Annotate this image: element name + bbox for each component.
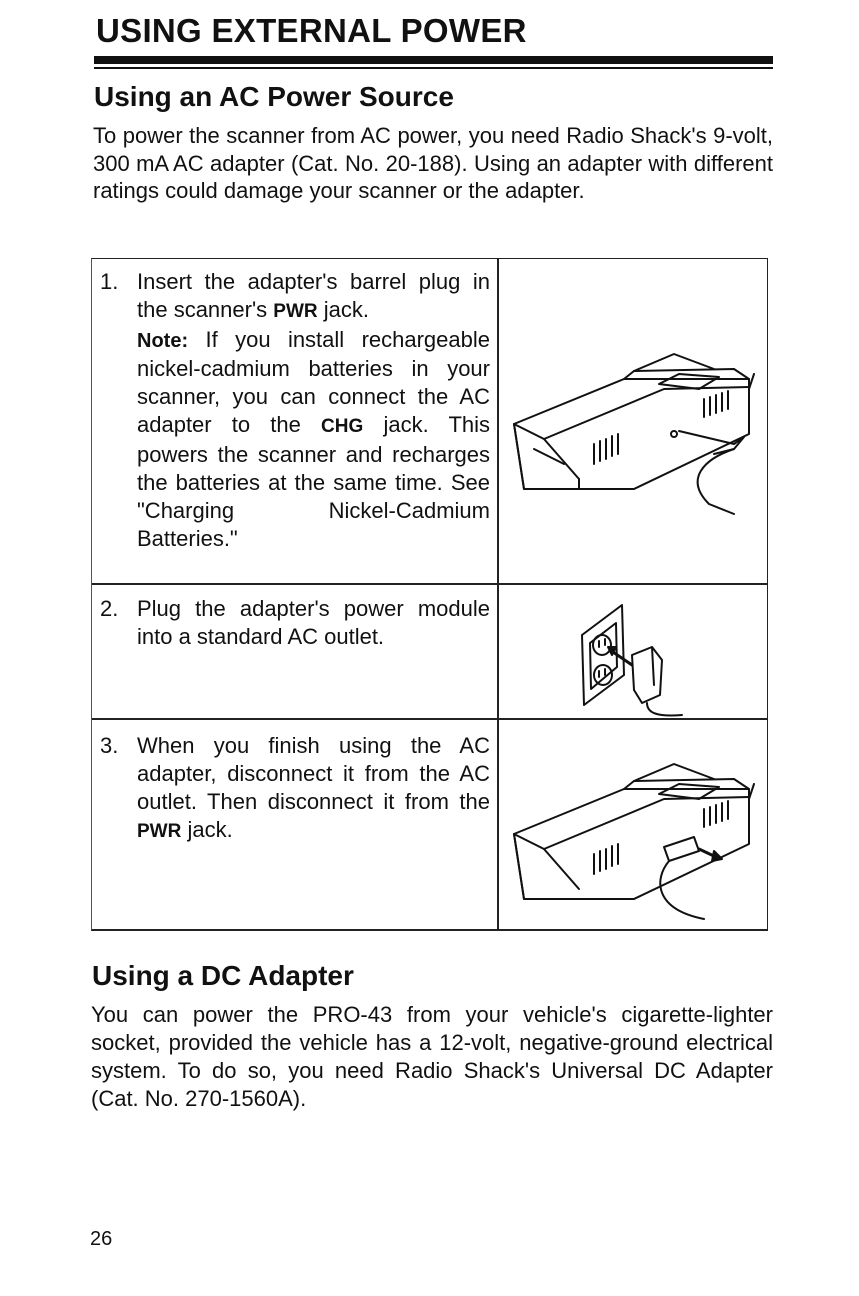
title-rule-thin [94,67,773,69]
pwr-jack-label: PWR [137,821,182,842]
steps-table [91,258,768,931]
page-number: 26 [90,1228,113,1250]
title-rule [94,56,773,64]
step-number: 3. [100,733,119,758]
scanner-unplug-illustration [504,739,764,929]
dc-section-heading: Using a DC Adapter [92,960,354,991]
step-text: Insert the adapter's barrel plug in the scanner's [137,269,490,322]
step-number: 1. [100,269,119,294]
step-3 [100,732,490,846]
step-2 [100,595,490,651]
step-2-instruction: Plug the adapter's power module into a standard AC outlet. [137,596,490,649]
step-text: jack. [181,817,233,842]
chg-jack-label: CHG [321,416,364,437]
column-divider [497,259,499,929]
page-title: USING EXTERNAL POWER [96,12,527,49]
row-divider [92,583,767,585]
step-1-note [137,326,490,553]
note-text: jack. This powers the scanner and recharges the batteries at the same time. See "Charging Nickel-Cadmium Batteries." [137,412,491,551]
note-text: If you install rechargeable nickel-cadmium batteries in your scanner, you can connect the AC adapter to the [137,327,490,437]
pwr-jack-label: PWR [273,301,318,322]
step-1 [100,268,490,553]
ac-section-heading: Using an AC Power Source [94,81,454,112]
step-number: 2. [100,596,119,621]
step-text: When you finish using the AC adapter, disconnect it from the AC outlet. Then disconnect it from the [137,733,490,814]
scanner-with-plug-illustration [504,329,764,529]
step-1-instruction [137,268,490,326]
step-text: jack. [317,297,369,322]
note-label: Note: [137,330,189,352]
dc-paragraph: You can power the PRO-43 from your vehicle's cigarette-lighter socket, provided the vehicle has a 12-volt, negative-ground electrical system. To do so, you need Radio Shack's Universal DC Adapter (Cat. No. 270-1560A). [91,1002,773,1111]
ac-intro-paragraph: To power the scanner from AC power, you need Radio Shack's 9-volt, 300 mA AC adapter (Cat. No. 20-188). Using an adapter with different ratings could damage your scanner or the adapter. [93,123,773,203]
wall-outlet-illustration [572,595,702,720]
step-3-instruction [137,732,490,846]
